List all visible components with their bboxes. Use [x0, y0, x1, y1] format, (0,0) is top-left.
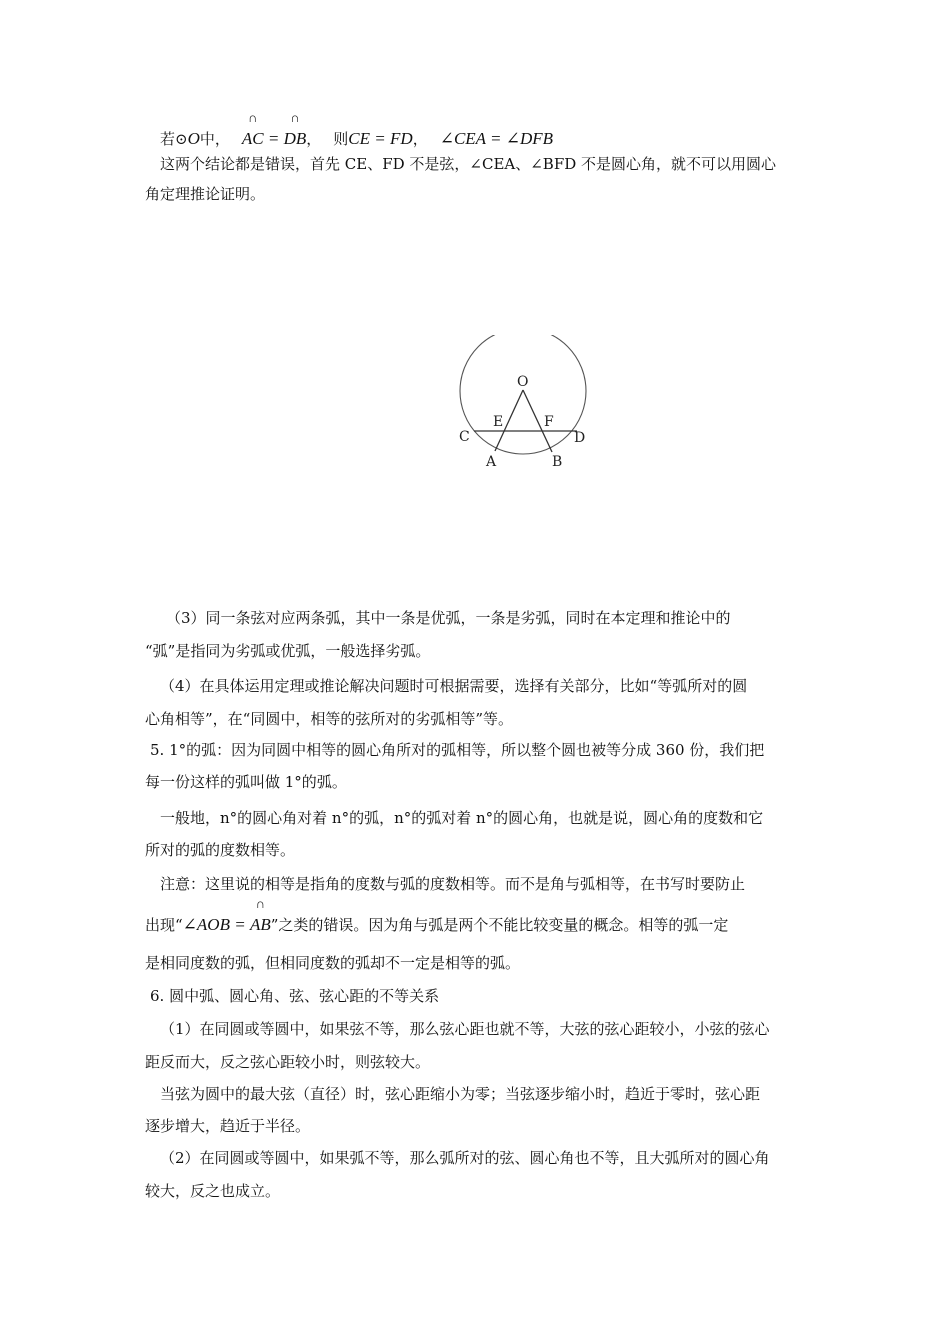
paragraph-line: 较大，反之也成立。 — [145, 1182, 281, 1200]
formula-ze: 则 — [333, 130, 349, 148]
label-f: F — [544, 414, 554, 430]
formula-comma2: ， — [412, 130, 428, 148]
label-b: B — [552, 454, 563, 470]
formula-angle: ∠CEA = ∠DFB — [439, 129, 554, 148]
formula-o: O — [187, 129, 200, 148]
paragraph-line: （2）在同圆或等圆中，如果弧不等，那么弧所对的弦、圆心角也不等，且大弧所对的圆心角 — [160, 1149, 770, 1167]
formula-zhong: 中， — [199, 130, 230, 148]
formula-line — [160, 128, 825, 150]
paragraph-line: 这两个结论都是错误，首先 CE、FD 不是弦，∠CEA、∠BFD 不是圆心角，就不可以用圆心 — [160, 155, 777, 173]
label-a: A — [486, 454, 497, 470]
section-heading: 6. 圆中弧、圆心角、弦、弦心距的不等关系 — [150, 987, 440, 1005]
p6-angle: ∠AOB = — [182, 915, 250, 934]
circle-figure — [440, 335, 620, 475]
paragraph-line: （1）在同圆或等圆中，如果弦不等，那么弦心距也就不等，大弦的弦心距较小，小弦的弦心 — [160, 1020, 770, 1038]
label-d: D — [574, 430, 586, 446]
formula-eq2: = — [370, 129, 391, 148]
formula-prefix: 若⊙ — [160, 130, 188, 148]
label-e: E — [493, 414, 504, 430]
formula-comma1: ， — [306, 130, 322, 148]
p6-post: ”之类的错误。因为角与弧是两个不能比较变量的概念。相等的弧一定 — [270, 916, 729, 934]
paragraph-line: （4）在具体运用定理或推论解决问题时可根据需要，选择有关部分，比如“等弧所对的圆 — [160, 677, 748, 695]
paragraph-line: 逐步增大，趋近于半径。 — [145, 1117, 311, 1135]
paragraph-line: （3）同一条弦对应两条弧，其中一条是优弧，一条是劣弧，同时在本定理和推论中的 — [166, 609, 731, 627]
paragraph-line: 一般地，n°的圆心角对着 n°的弧，n°的弧对着 n°的圆心角，也就是说，圆心角的度数和它 — [160, 809, 764, 827]
arc-db: ∩ DB — [284, 128, 307, 150]
paragraph-line: 心角相等”，在“同圆中，相等的弦所对的劣弧相等”等。 — [145, 710, 514, 728]
arc-ab: ∩ AB — [250, 914, 271, 936]
paragraph-line: “弧”是指同为劣弧或优弧，一般选择劣弧。 — [145, 642, 431, 660]
formula-fd: FD — [390, 129, 413, 148]
paragraph-line: 所对的弧的度数相等。 — [145, 841, 296, 859]
paragraph-line: 每一份这样的弧叫做 1°的弧。 — [145, 773, 347, 791]
arc-ac: ∩ AC — [242, 128, 264, 150]
paragraph-line: 5. 1°的弧：因为同圆中相等的圆心角所对的弧相等，所以整个圆也被等分成 360 份，我们把 — [150, 741, 765, 759]
paragraph-line-with-math — [145, 914, 810, 936]
paragraph-line: 距反而大，反之弦心距较小时，则弦较大。 — [145, 1053, 431, 1071]
formula-eq1: = — [263, 129, 284, 148]
paragraph-line: 当弦为圆中的最大弦（直径）时，弦心距缩小为零；当弦逐步缩小时，趋近于零时，弦心距 — [160, 1085, 761, 1103]
paragraph-line: 角定理推论证明。 — [145, 185, 266, 203]
paragraph-line: 是相同度数的弧，但相同度数的弧却不一定是相等的弧。 — [145, 954, 521, 972]
label-c: C — [459, 429, 470, 445]
paragraph-line: 注意：这里说的相等是指角的度数与弧的度数相等。而不是角与弧相等，在书写时要防止 — [160, 875, 746, 893]
formula-ce: CE — [348, 129, 371, 148]
p6-pre: 出现“ — [145, 916, 183, 934]
label-o: O — [517, 374, 529, 390]
